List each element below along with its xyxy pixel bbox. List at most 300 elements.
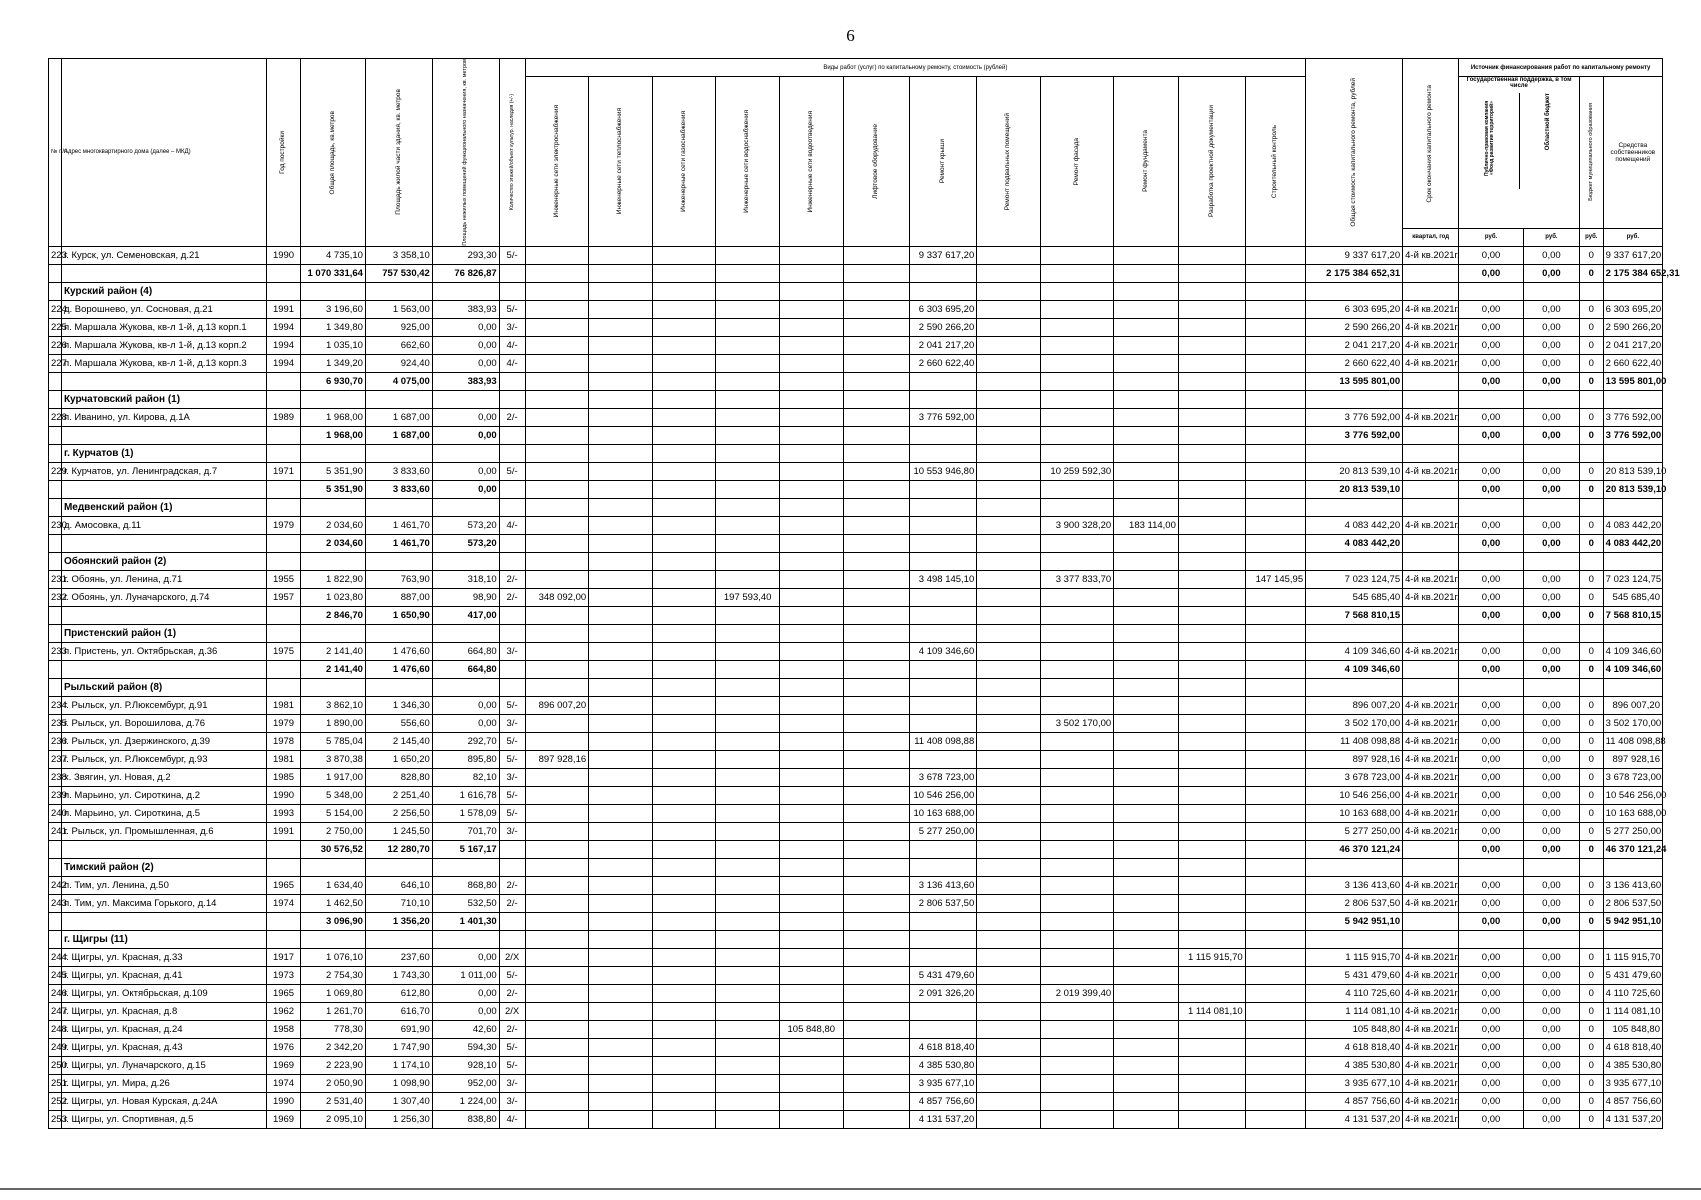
area-living-cell	[365, 444, 432, 462]
design-cell	[1178, 840, 1245, 858]
address-cell: г. Щигры, ул. Луначарского, д.15	[61, 1056, 266, 1074]
roof-cell: 4 385 530,80	[910, 1056, 977, 1074]
water-cell	[716, 300, 780, 318]
control-cell	[1245, 264, 1305, 282]
year-cell: 1958	[266, 1020, 301, 1038]
foundation-cell	[1114, 840, 1179, 858]
design-cell	[1178, 1020, 1245, 1038]
basement-cell	[977, 732, 1041, 750]
owners-cell: 105 848,80	[1603, 1020, 1662, 1038]
munic-cell: 0	[1579, 804, 1603, 822]
house-row	[49, 948, 1663, 966]
design-cell	[1178, 930, 1245, 948]
design-cell	[1178, 354, 1245, 372]
munic-cell: 0	[1579, 336, 1603, 354]
heating-cell	[589, 372, 653, 390]
basement-cell	[977, 948, 1041, 966]
term-cell	[1403, 624, 1459, 642]
area-total-cell	[301, 858, 366, 876]
row-number: 240	[49, 804, 62, 822]
term-cell: 4-й кв.2021г.	[1403, 984, 1459, 1002]
design-cell	[1178, 408, 1245, 426]
water-cell	[716, 948, 780, 966]
foundation-cell	[1114, 300, 1179, 318]
year-cell: 1974	[266, 894, 301, 912]
row-number: 228	[49, 408, 62, 426]
munic-cell: 0	[1579, 1038, 1603, 1056]
munic-cell: 0	[1579, 300, 1603, 318]
district-row	[49, 498, 1663, 516]
foundation-cell	[1114, 696, 1179, 714]
floors-cell: 3/-	[499, 768, 525, 786]
total-cost-cell	[1306, 858, 1403, 876]
year-cell: 1981	[266, 750, 301, 768]
design-cell	[1178, 1110, 1245, 1128]
term-cell: 4-й кв.2021г.	[1403, 1002, 1459, 1020]
owners-cell: 11 408 098,88	[1603, 732, 1662, 750]
facade-cell	[1040, 480, 1113, 498]
region-cell: 0,00	[1523, 1056, 1579, 1074]
munic-cell	[1579, 282, 1603, 300]
total-cost-cell: 2 175 384 652,31	[1306, 264, 1403, 282]
area-living-cell: 1 747,90	[365, 1038, 432, 1056]
row-number	[49, 444, 62, 462]
address-cell: г. Щигры, ул. Красная, д.41	[61, 966, 266, 984]
term-cell: 4-й кв.2021г.	[1403, 354, 1459, 372]
total-cost-cell	[1306, 498, 1403, 516]
area-total-cell: 2 034,60	[301, 516, 366, 534]
basement-cell	[977, 696, 1041, 714]
water-cell	[716, 624, 780, 642]
gas-cell	[652, 516, 716, 534]
year-cell: 1962	[266, 1002, 301, 1020]
area-total-cell: 2 050,90	[301, 1074, 366, 1092]
col-heating-header: Инженерные сети теплоснабжения	[589, 77, 653, 247]
design-cell	[1178, 912, 1245, 930]
area-nonres-cell: 1 401,30	[432, 912, 499, 930]
fund-cell: 0,00	[1459, 534, 1524, 552]
foundation-cell	[1114, 678, 1179, 696]
owners-cell	[1603, 498, 1662, 516]
munic-cell: 0	[1579, 732, 1603, 750]
area-living-cell: 757 530,42	[365, 264, 432, 282]
water-cell	[716, 480, 780, 498]
owners-cell: 4 109 346,60	[1603, 660, 1662, 678]
region-cell: 0,00	[1523, 912, 1579, 930]
owners-cell: 2 660 622,40	[1603, 354, 1662, 372]
region-cell: 0,00	[1523, 966, 1579, 984]
area-living-cell: 887,00	[365, 588, 432, 606]
munic-cell	[1579, 624, 1603, 642]
gas-cell	[652, 390, 716, 408]
area-nonres-cell: 383,93	[432, 300, 499, 318]
control-cell	[1245, 966, 1305, 984]
year-cell: 1969	[266, 1056, 301, 1074]
total-cost-cell: 3 776 592,00	[1306, 408, 1403, 426]
sewer-cell	[779, 984, 843, 1002]
heating-cell	[589, 570, 653, 588]
owners-cell: 5 431 479,60	[1603, 966, 1662, 984]
sewer-cell	[779, 588, 843, 606]
facade-cell	[1040, 660, 1113, 678]
lift-cell	[843, 948, 910, 966]
design-cell	[1178, 678, 1245, 696]
owners-cell: 4 131 537,20	[1603, 1110, 1662, 1128]
region-cell: 0,00	[1523, 480, 1579, 498]
control-cell	[1245, 678, 1305, 696]
total-cost-cell	[1306, 444, 1403, 462]
electric-cell	[525, 948, 589, 966]
control-cell	[1245, 786, 1305, 804]
subtotal-row	[49, 660, 1663, 678]
area-living-cell	[365, 678, 432, 696]
sewer-cell	[779, 750, 843, 768]
area-living-cell: 612,80	[365, 984, 432, 1002]
row-number: 224	[49, 300, 62, 318]
control-cell	[1245, 480, 1305, 498]
design-cell	[1178, 966, 1245, 984]
row-number: 243	[49, 894, 62, 912]
year-cell: 1991	[266, 300, 301, 318]
facade-cell	[1040, 282, 1113, 300]
table-body	[49, 246, 1680, 1128]
water-cell	[716, 246, 780, 264]
region-cell: 0,00	[1523, 534, 1579, 552]
row-number	[49, 552, 62, 570]
fund-cell: 0,00	[1459, 588, 1524, 606]
house-row	[49, 876, 1663, 894]
year-cell: 1990	[266, 786, 301, 804]
owners-cell: 545 685,40	[1603, 588, 1662, 606]
roof-cell	[910, 714, 977, 732]
foundation-cell	[1114, 750, 1179, 768]
basement-cell	[977, 408, 1041, 426]
heating-cell	[589, 1092, 653, 1110]
year-cell	[266, 930, 301, 948]
munic-cell: 0	[1579, 606, 1603, 624]
foundation-cell: 183 114,00	[1114, 516, 1179, 534]
area-nonres-cell: 701,70	[432, 822, 499, 840]
floors-cell	[499, 498, 525, 516]
year-cell: 1957	[266, 588, 301, 606]
lift-cell	[843, 696, 910, 714]
sewer-cell	[779, 408, 843, 426]
foundation-cell	[1114, 534, 1179, 552]
term-cell: 4-й кв.2021г.	[1403, 246, 1459, 264]
address-cell: г. Щигры, ул. Мира, д.26	[61, 1074, 266, 1092]
gas-cell	[652, 534, 716, 552]
region-cell: 0,00	[1523, 714, 1579, 732]
address-cell: п. Иванино, ул. Кирова, д.1А	[61, 408, 266, 426]
foundation-cell	[1114, 408, 1179, 426]
row-number	[49, 534, 62, 552]
term-cell: 4-й кв.2021г.	[1403, 804, 1459, 822]
basement-cell	[977, 984, 1041, 1002]
water-cell	[716, 930, 780, 948]
house-row	[49, 570, 1663, 588]
facade-cell	[1040, 606, 1113, 624]
row-number	[49, 840, 62, 858]
house-row	[49, 354, 1663, 372]
foundation-cell	[1114, 498, 1179, 516]
control-cell	[1245, 876, 1305, 894]
region-cell: 0,00	[1523, 1110, 1579, 1128]
roof-cell: 4 618 818,40	[910, 1038, 977, 1056]
fund-cell: 0,00	[1459, 696, 1524, 714]
year-cell	[266, 372, 301, 390]
area-total-cell	[301, 678, 366, 696]
area-nonres-cell: 1 578,09	[432, 804, 499, 822]
floors-cell: 5/-	[499, 750, 525, 768]
total-cost-cell	[1306, 930, 1403, 948]
facade-cell: 3 377 833,70	[1040, 570, 1113, 588]
area-living-cell	[365, 624, 432, 642]
sewer-cell	[779, 372, 843, 390]
year-cell	[266, 858, 301, 876]
sewer-cell	[779, 336, 843, 354]
roof-cell: 2 091 326,20	[910, 984, 977, 1002]
address-cell: г. Щигры, ул. Красная, д.43	[61, 1038, 266, 1056]
financing-group-header: Источник финансирования работ по капитальному ремонту	[1459, 59, 1663, 77]
floors-cell	[499, 552, 525, 570]
fund-cell: 0,00	[1459, 732, 1524, 750]
basement-cell	[977, 768, 1041, 786]
owners-cell: 1 114 081,10	[1603, 1002, 1662, 1020]
row-number	[49, 498, 62, 516]
facade-cell	[1040, 912, 1113, 930]
area-living-cell: 3 358,10	[365, 246, 432, 264]
address-cell: п. Маршала Жукова, кв-л 1-й, д.13 корп.3	[61, 354, 266, 372]
facade-cell	[1040, 948, 1113, 966]
facade-cell	[1040, 768, 1113, 786]
electric-cell	[525, 354, 589, 372]
address-cell	[61, 480, 266, 498]
row-number: 231	[49, 570, 62, 588]
house-row	[49, 732, 1663, 750]
term-cell: 4-й кв.2021г.	[1403, 462, 1459, 480]
row-number: 226	[49, 336, 62, 354]
facade-cell	[1040, 336, 1113, 354]
term-cell: 4-й кв.2021г.	[1403, 822, 1459, 840]
gas-cell	[652, 264, 716, 282]
address-cell: г. Рыльск, ул. Р.Люксембург, д.93	[61, 750, 266, 768]
facade-cell	[1040, 498, 1113, 516]
water-cell	[716, 282, 780, 300]
area-total-cell: 1 634,40	[301, 876, 366, 894]
total-cost-cell: 5 942 951,10	[1306, 912, 1403, 930]
lift-cell	[843, 624, 910, 642]
floors-cell: 3/-	[499, 1092, 525, 1110]
year-cell: 1978	[266, 732, 301, 750]
area-total-cell	[301, 282, 366, 300]
term-cell	[1403, 534, 1459, 552]
house-row	[49, 786, 1663, 804]
foundation-cell	[1114, 570, 1179, 588]
design-cell	[1178, 786, 1245, 804]
area-nonres-cell: 417,00	[432, 606, 499, 624]
roof-cell	[910, 930, 977, 948]
lift-cell	[843, 750, 910, 768]
col-roof-header: Ремонт крыши	[910, 77, 977, 247]
fund-cell: 0,00	[1459, 822, 1524, 840]
area-living-cell: 2 145,40	[365, 732, 432, 750]
col-water-header: Инженерные сети водоснабжения	[716, 77, 780, 247]
basement-cell	[977, 930, 1041, 948]
floors-cell: 3/-	[499, 822, 525, 840]
facade-cell	[1040, 588, 1113, 606]
lift-cell	[843, 966, 910, 984]
region-cell: 0,00	[1523, 408, 1579, 426]
facade-cell	[1040, 264, 1113, 282]
munic-cell: 0	[1579, 480, 1603, 498]
floors-cell: 4/-	[499, 336, 525, 354]
fund-cell: 0,00	[1459, 246, 1524, 264]
water-cell	[716, 1056, 780, 1074]
col-total-cost-header: Общая стоимость капитального ремонта, рублей	[1306, 59, 1403, 247]
area-living-cell: 925,00	[365, 318, 432, 336]
control-cell	[1245, 354, 1305, 372]
region-cell: 0,00	[1523, 1002, 1579, 1020]
design-cell	[1178, 246, 1245, 264]
district-name: г. Щигры (11)	[61, 930, 266, 948]
gas-cell	[652, 840, 716, 858]
roof-cell	[910, 480, 977, 498]
year-cell	[266, 534, 301, 552]
lift-cell	[843, 282, 910, 300]
owners-cell: 20 813 539,10	[1603, 480, 1662, 498]
water-cell	[716, 768, 780, 786]
term-cell: 4-й кв.2021г.	[1403, 696, 1459, 714]
basement-cell	[977, 1020, 1041, 1038]
term-cell	[1403, 840, 1459, 858]
year-cell: 1994	[266, 318, 301, 336]
area-living-cell: 2 256,50	[365, 804, 432, 822]
basement-cell	[977, 336, 1041, 354]
foundation-cell	[1114, 354, 1179, 372]
electric-cell	[525, 516, 589, 534]
area-living-cell	[365, 282, 432, 300]
roof-cell	[910, 1002, 977, 1020]
address-cell	[61, 534, 266, 552]
heating-cell	[589, 1056, 653, 1074]
water-cell	[716, 390, 780, 408]
subtotal-row	[49, 840, 1663, 858]
row-number: 251	[49, 1074, 62, 1092]
term-cell: 4-й кв.2021г.	[1403, 948, 1459, 966]
area-living-cell: 1 461,70	[365, 516, 432, 534]
facade-cell: 3 502 170,00	[1040, 714, 1113, 732]
lift-cell	[843, 660, 910, 678]
area-living-cell: 1 346,30	[365, 696, 432, 714]
area-total-cell: 1 349,20	[301, 354, 366, 372]
area-total-cell: 778,30	[301, 1020, 366, 1038]
foundation-cell	[1114, 948, 1179, 966]
address-cell: г. Курчатов, ул. Ленинградская, д.7	[61, 462, 266, 480]
area-total-cell: 3 870,38	[301, 750, 366, 768]
owners-cell: 4 618 818,40	[1603, 1038, 1662, 1056]
area-nonres-cell: 0,00	[432, 408, 499, 426]
water-cell	[716, 912, 780, 930]
total-cost-cell: 1 115 915,70	[1306, 948, 1403, 966]
sewer-cell	[779, 966, 843, 984]
gas-cell	[652, 606, 716, 624]
area-total-cell: 2 223,90	[301, 1056, 366, 1074]
roof-cell	[910, 552, 977, 570]
control-cell	[1245, 516, 1305, 534]
area-nonres-cell: 928,10	[432, 1056, 499, 1074]
basement-cell	[977, 606, 1041, 624]
house-row	[49, 246, 1663, 264]
row-number	[49, 660, 62, 678]
lift-cell	[843, 336, 910, 354]
facade-cell	[1040, 786, 1113, 804]
basement-cell	[977, 552, 1041, 570]
gas-cell	[652, 912, 716, 930]
total-cost-cell: 3 678 723,00	[1306, 768, 1403, 786]
heating-cell	[589, 714, 653, 732]
area-total-cell: 5 351,90	[301, 480, 366, 498]
munic-cell: 0	[1579, 462, 1603, 480]
year-cell: 1979	[266, 714, 301, 732]
total-cost-cell: 5 277 250,00	[1306, 822, 1403, 840]
sewer-cell	[779, 354, 843, 372]
electric-cell	[525, 1038, 589, 1056]
col-no-header: № п/п	[49, 59, 62, 247]
subtotal-row	[49, 534, 1663, 552]
facade-cell	[1040, 822, 1113, 840]
design-cell	[1178, 1038, 1245, 1056]
foundation-cell	[1114, 642, 1179, 660]
sewer-cell	[779, 840, 843, 858]
munic-cell	[1579, 444, 1603, 462]
fund-cell: 0,00	[1459, 516, 1524, 534]
water-cell	[716, 318, 780, 336]
floors-cell: 3/-	[499, 642, 525, 660]
roof-cell	[910, 678, 977, 696]
facade-cell	[1040, 246, 1113, 264]
electric-cell	[525, 282, 589, 300]
floors-cell	[499, 480, 525, 498]
area-total-cell: 2 342,20	[301, 1038, 366, 1056]
owners-cell: 4 109 346,60	[1603, 642, 1662, 660]
water-cell	[716, 534, 780, 552]
area-living-cell: 1 563,00	[365, 300, 432, 318]
year-cell: 1990	[266, 1092, 301, 1110]
floors-cell: 4/-	[499, 516, 525, 534]
house-row	[49, 804, 1663, 822]
munic-cell: 0	[1579, 768, 1603, 786]
heating-cell	[589, 516, 653, 534]
area-nonres-cell	[432, 390, 499, 408]
term-cell: 4-й кв.2021г.	[1403, 642, 1459, 660]
basement-cell	[977, 822, 1041, 840]
owners-cell: 9 337 617,20	[1603, 246, 1662, 264]
region-cell: 0,00	[1523, 786, 1579, 804]
owners-cell: 3 678 723,00	[1603, 768, 1662, 786]
facade-cell: 10 259 592,30	[1040, 462, 1113, 480]
lift-cell	[843, 1056, 910, 1074]
fund-cell: 0,00	[1459, 912, 1524, 930]
basement-cell	[977, 300, 1041, 318]
area-total-cell: 1 035,10	[301, 336, 366, 354]
control-cell	[1245, 858, 1305, 876]
sewer-cell	[779, 624, 843, 642]
foundation-cell	[1114, 1038, 1179, 1056]
floors-cell	[499, 930, 525, 948]
address-cell	[61, 426, 266, 444]
fund-cell: 0,00	[1459, 750, 1524, 768]
total-cost-cell: 9 337 617,20	[1306, 246, 1403, 264]
